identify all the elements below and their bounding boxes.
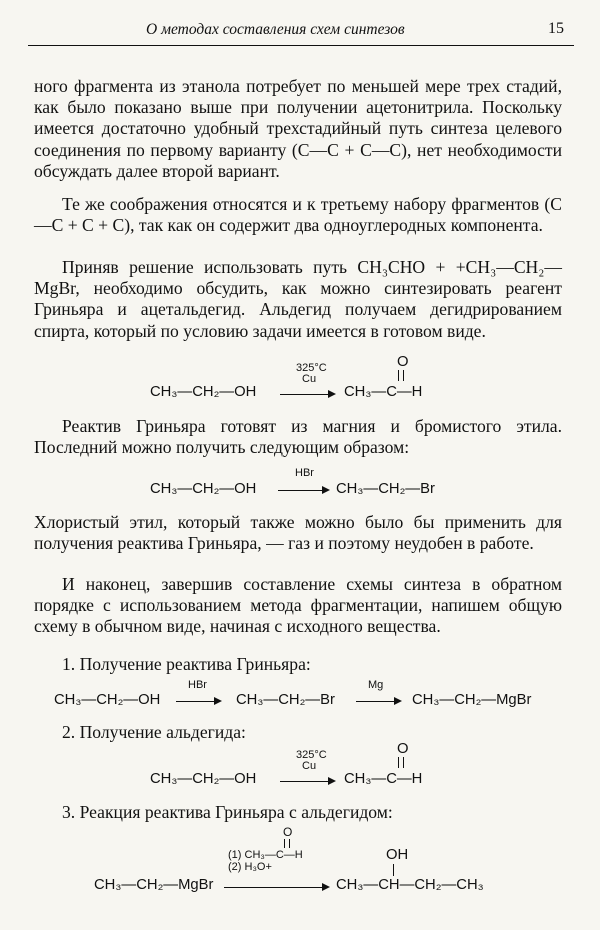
eq2-reactant: CH₃—CH₂—OH [150,481,257,497]
eq3-reagent1: HBr [188,679,207,691]
eq5-cond1: (1) CH₃—C—H [228,849,303,861]
running-title: О методах составления схем синтезов [146,21,405,38]
eq3-reactant: CH₃—CH₂—OH [54,692,161,708]
eq5-hydroxyl-bond [393,864,394,876]
paragraph-1: ного фрагмента из этанола потребует по меньшей мере трех стадий, как было показано выше при получении ацетонитрила. Поскольку имеется достаточно удобный трехстадийный путь синтеза целевого соединения по первому варианту (С—С + С—С), нет необходимости обсуждать далее второй вариант. [34,76,562,181]
paragraph-6: И наконец, завершив составление схемы синтеза в обратном порядке с использованием метода фрагментации, напишем общую схему в обычном виде, начиная с исходного вещества. [34,574,562,637]
eq4-double-bond [398,757,404,768]
paragraph-4: Реактив Гриньяра готовят из магния и бромистого этила. Последний можно получить следующим образом: [34,416,562,458]
eq3-arrow2 [356,701,400,702]
eq2-product: CH₃—CH₂—Br [336,481,435,497]
eq1-oxygen: O [397,354,409,370]
page-number: 15 [548,20,564,37]
eq1-arrow [280,394,334,395]
paragraph-5: Хлористый этил, который также можно было бы применить для получения реактива Гриньяра, — газ и поэтому неудобен в работе. [34,512,562,554]
eq1-reactant: CH₃—CH₂—OH [150,384,257,400]
eq5-arrow [224,887,328,888]
equation-grignard-addition [94,826,514,896]
eq1-catalyst: Cu [302,373,317,385]
eq3-arrow1 [176,701,220,702]
equation-aldehyde-prep [150,742,450,792]
eq1-product: CH₃—C—H [344,384,423,400]
equation-ethyl-bromide [150,468,450,498]
eq4-reactant: CH₃—CH₂—OH [150,771,257,787]
eq4-temperature: 325°C [296,749,327,761]
eq1-double-bond [398,370,404,381]
header-rule [28,45,574,46]
eq2-reagent: HBr [295,467,314,479]
eq3-product: CH₃—CH₂—MgBr [412,692,532,708]
eq2-arrow [278,490,328,491]
eq3-reagent2: Mg [368,679,384,691]
running-header [28,18,574,44]
eq1-temperature: 325°C [296,362,327,374]
eq4-catalyst: Cu [302,760,317,772]
eq5-cond1-double-bond [284,839,290,848]
step-3-heading: 3. Реакция реактива Гриньяра с альдегидом: [62,802,393,822]
eq5-cond2: (2) H₃O+ [228,861,272,873]
eq5-reactant: CH₃—CH₂—MgBr [94,877,214,893]
eq3-intermediate: CH₃—CH₂—Br [236,692,335,708]
equation-grignard-prep [54,680,554,710]
paragraph-2: Те же соображения относятся и к третьему набору фрагментов (С—С + С + С), так как он содержит два одноуглеродных компонента. [34,194,562,236]
eq4-oxygen: O [397,741,409,757]
step-1-heading: 1. Получение реактива Гриньяра: [62,654,311,674]
eq4-product: CH₃—C—H [344,771,423,787]
eq5-cond1-oxygen: O [283,825,293,839]
eq5-hydroxyl: OH [386,847,409,863]
equation-ethanol-dehydrogenation [150,355,450,405]
eq4-arrow [280,781,334,782]
paragraph-3: Приняв решение использовать путь CH₃CHO + +CH₃—CH₂—MgBr, необходимо обсудить, как можно синтезировать реагент Гриньяра и ацетальдегид. Альдегид получаем дегидрированием спирта, который по условию задачи имеется в готовом виде. [34,257,562,341]
step-2-heading: 2. Получение альдегида: [62,722,246,742]
eq5-product: CH₃—CH—CH₂—CH₃ [336,877,484,893]
